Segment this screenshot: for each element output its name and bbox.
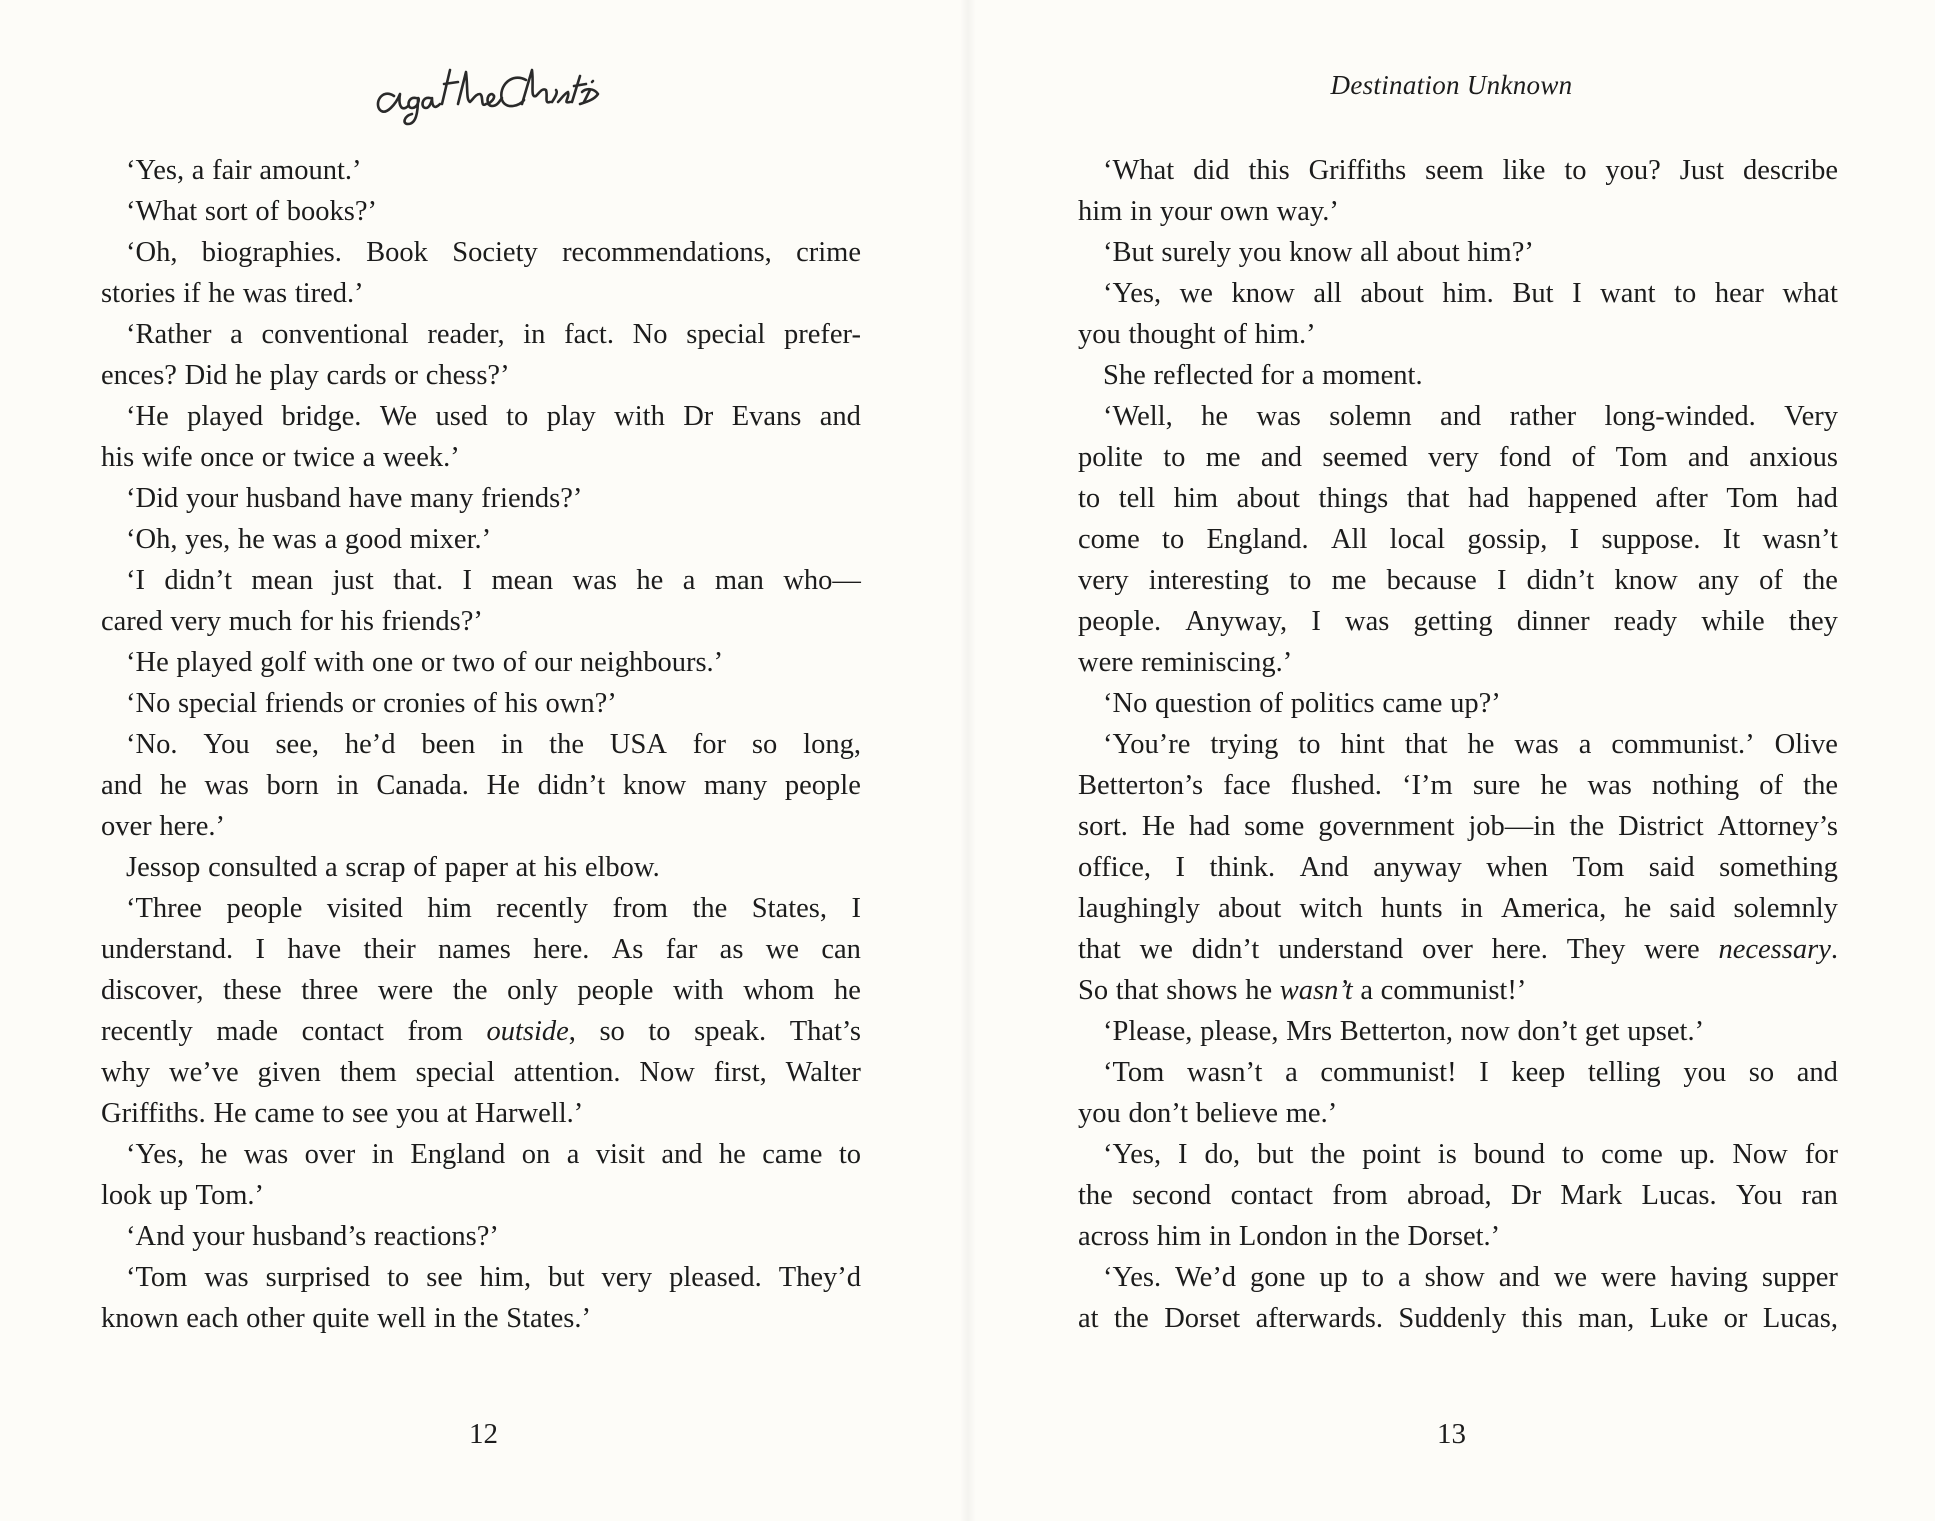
text-line: understand. I have their names here. As far as we can [101, 934, 861, 965]
text-line: his wife once or twice a week.’ [101, 442, 460, 473]
text-line: ‘He played bridge. We used to play with Dr Evans and [126, 401, 861, 432]
text-line: ‘Oh, biographies. Book Society recommendations, crime [126, 237, 861, 268]
text-line: ‘He played golf with one or two of our neighbours.’ [126, 647, 724, 678]
text-line: ‘What did this Griffiths seem like to you? Just describe [1103, 155, 1838, 186]
text-line: at the Dorset afterwards. Suddenly this man, Luke or Lucas, [1078, 1303, 1838, 1334]
author-signature [372, 58, 602, 128]
text-line: She reflected for a moment. [1103, 360, 1423, 391]
text-line: ‘Rather a conventional reader, in fact. No special prefer- [126, 319, 861, 350]
text-line: come to England. All local gossip, I suppose. It wasn’t [1078, 524, 1838, 555]
text-line: Betterton’s face flushed. ‘I’m sure he was nothing of the [1078, 770, 1838, 801]
text-line: you thought of him.’ [1078, 319, 1316, 350]
text-line: recently made contact from outside, so to speak. That’s [101, 1016, 861, 1047]
text-line: ‘Yes, a fair amount.’ [126, 155, 362, 186]
text-line: polite to me and seemed very fond of Tom and anxious [1078, 442, 1838, 473]
text-line: the second contact from abroad, Dr Mark Lucas. You ran [1078, 1180, 1838, 1211]
text-line: over here.’ [101, 811, 225, 842]
text-line: ‘Tom wasn’t a communist! I keep telling you so and [1103, 1057, 1838, 1088]
page-number: 12 [469, 1418, 498, 1450]
text-line: ‘But surely you know all about him?’ [1103, 237, 1534, 268]
text-line: ‘What sort of books?’ [126, 196, 378, 227]
text-line: known each other quite well in the States.’ [101, 1303, 591, 1334]
text-line: to tell him about things that had happened after Tom had [1078, 483, 1838, 514]
text-line: why we’ve given them special attention. Now first, Walter [101, 1057, 861, 1088]
text-line: stories if he was tired.’ [101, 278, 364, 309]
text-line: ‘You’re trying to hint that he was a communist.’ Olive [1103, 729, 1838, 760]
text-line: ‘Yes, he was over in England on a visit and he came to [126, 1139, 861, 1170]
text-line: very interesting to me because I didn’t know any of the [1078, 565, 1838, 596]
text-line: ences? Did he play cards or chess?’ [101, 360, 510, 391]
text-line: ‘Please, please, Mrs Betterton, now don’t get upset.’ [1103, 1016, 1705, 1047]
text-line: ‘Oh, yes, he was a good mixer.’ [126, 524, 492, 555]
text-line: ‘No special friends or cronies of his own?’ [126, 688, 617, 719]
text-line: ‘I didn’t mean just that. I mean was he a man who— [126, 565, 861, 596]
text-line: ‘Three people visited him recently from the States, I [126, 893, 861, 924]
text-line: you don’t believe me.’ [1078, 1098, 1338, 1129]
text-line: So that shows he wasn’t a communist!’ [1078, 975, 1527, 1006]
text-line: ‘Tom was surprised to see him, but very pleased. They’d [126, 1262, 861, 1293]
text-line: laughingly about witch hunts in America, he said solemnly [1078, 893, 1838, 924]
text-line: look up Tom.’ [101, 1180, 264, 1211]
text-line: sort. He had some government job—in the District Attorney’s [1078, 811, 1838, 842]
left-body-text [101, 150, 861, 1339]
text-line: Griffiths. He came to see you at Harwell.’ [101, 1098, 584, 1129]
text-line: that we didn’t understand over here. They were necessary. [1078, 934, 1838, 965]
text-line: ‘No question of politics came up?’ [1103, 688, 1501, 719]
text-line: people. Anyway, I was getting dinner ready while they [1078, 606, 1838, 637]
text-line: ‘Yes, we know all about him. But I want to hear what [1103, 278, 1838, 309]
text-line: him in your own way.’ [1078, 196, 1339, 227]
left-page [0, 0, 967, 1521]
text-line: ‘No. You see, he’d been in the USA for so long, [126, 729, 861, 760]
text-line: Jessop consulted a scrap of paper at his elbow. [126, 852, 660, 883]
text-line: ‘And your husband’s reactions?’ [126, 1221, 499, 1252]
right-page [968, 0, 1935, 1521]
text-line: ‘Well, he was solemn and rather long-winded. Very [1103, 401, 1838, 432]
text-line: were reminiscing.’ [1078, 647, 1293, 678]
text-line: and he was born in Canada. He didn’t know many people [101, 770, 861, 801]
text-line: office, I think. And anyway when Tom said something [1078, 852, 1838, 883]
text-line: cared very much for his friends?’ [101, 606, 483, 637]
page-number: 13 [1437, 1418, 1466, 1450]
text-line: ‘Yes, I do, but the point is bound to come up. Now for [1103, 1139, 1838, 1170]
right-body-text [1078, 150, 1838, 1339]
running-head-title: Destination Unknown [1330, 70, 1573, 100]
text-line: ‘Did your husband have many friends?’ [126, 483, 583, 514]
text-line: across him in London in the Dorset.’ [1078, 1221, 1501, 1252]
text-line: discover, these three were the only people with whom he [101, 975, 861, 1006]
text-line: ‘Yes. We’d gone up to a show and we were having supper [1103, 1262, 1838, 1293]
